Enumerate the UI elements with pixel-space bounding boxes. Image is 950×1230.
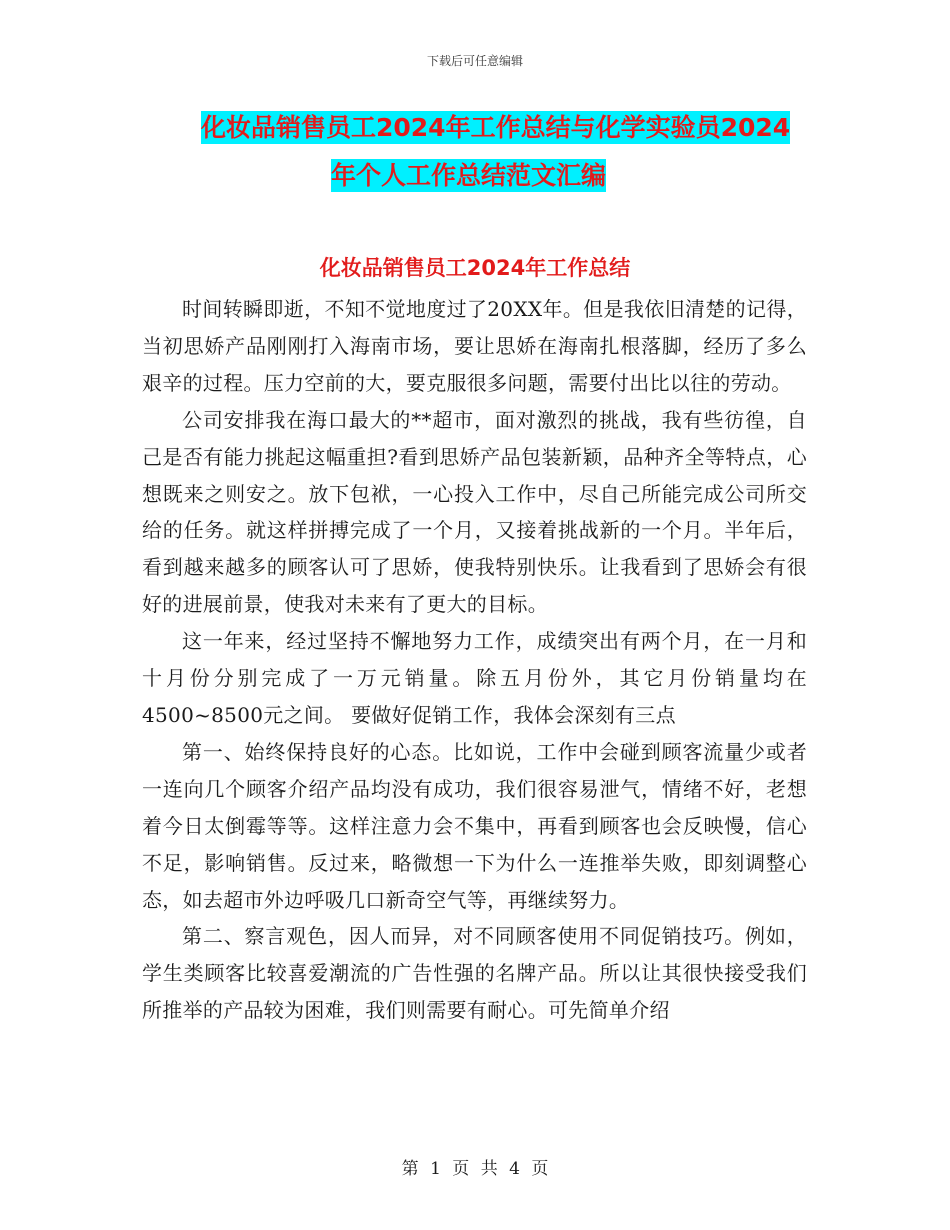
section-title: 化妆品销售员工2024年工作总结 [319,256,631,280]
body-text [142,291,807,1029]
page-footer: 第 1 页 共 4 页 [401,1159,549,1179]
paragraph: 这一年来，经过坚持不懈地努力工作，成绩突出有两个月，在一月和十月份分别完成了一万元销量。除五月份外，其它月份销量均在4500~8500元之间。 要做好促销工作，我体会深刻有三点 [142,629,807,727]
header-note: 下载后可任意编辑 [426,54,523,68]
paragraph: 时间转瞬即逝，不知不觉地度过了20XX年。但是我依旧清楚的记得，当初思娇产品刚刚打入海南市场，要让思娇在海南扎根落脚，经历了多么艰辛的过程。压力空前的大，要克服很多问题，需要付出比以往的劳动。 [142,297,807,395]
paragraph: 公司安排我在海口最大的**超市，面对激烈的挑战，我有些彷徨，自己是否有能力挑起这幅重担?看到思娇产品包装新颖，品种齐全等特点，心想既来之则安之。放下包袱，一心投入工作中，尽自己所能完成公司所交给的任务。就这样拼搏完成了一个月，又接着挑战新的一个月。半年后，看到越来越多的顾客认可了思娇，使我特别快乐。让我看到了思娇会有很好的进展前景，使我对未来有了更大的目标。 [142,407,807,617]
document-title-line-1: 化妆品销售员工2024年工作总结与化学实验员2024 [201,113,791,142]
paragraph: 第一、始终保持良好的心态。比如说，工作中会碰到顾客流量少或者一连向几个顾客介绍产品均没有成功，我们很容易泄气，情绪不好，老想着今日太倒霉等等。这样注意力会不集中，再看到顾客也会反映慢，信心不足，影响销售。反过来，略微想一下为什么一连推举失败，即刻调整心态，如去超市外边呼吸几口新奇空气等，再继续努力。 [142,739,807,912]
document-title-line-2: 年个人工作总结范文汇编 [331,161,607,190]
paragraph: 第二、察言观色，因人而异，对不同顾客使用不同促销技巧。例如，学生类顾客比较喜爱潮流的广告性强的名牌产品。所以让其很快接受我们所推举的产品较为困难，我们则需要有耐心。可先简单介绍 [142,924,807,1023]
